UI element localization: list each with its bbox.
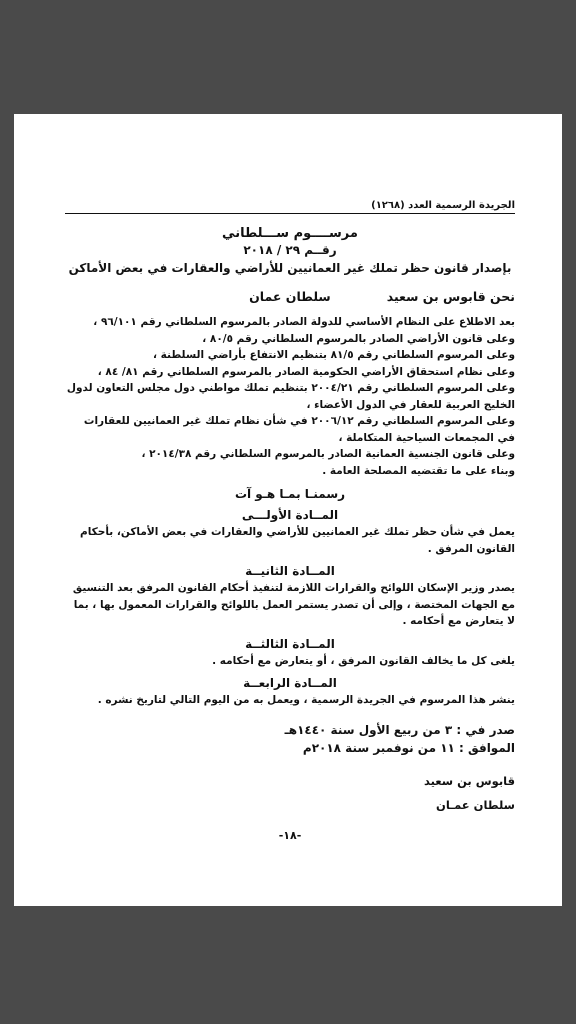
signature-block [65, 769, 515, 817]
sultan-title: سلطان عمان [249, 289, 331, 304]
decree-subject: بإصدار قانون حظر تملك غير العمانيين للأراضي والعقارات في بعض الأماكن [68, 261, 512, 275]
preamble-line: وعلى نظام استحقاق الأراضي الحكومية الصادر بالمرسوم السلطاني رقم ٨١/ ٨٤ ، [97, 365, 515, 378]
page-number: -١٨- [278, 828, 302, 842]
article-text: يلغى كل ما يخالف القانون المرفق ، أو يتعارض مع أحكامه . [212, 654, 515, 667]
preamble-line: وعلى المرسوم السلطاني رقم ٢٠٠٤/٢١ بتنظيم تملك مواطني دول مجلس التعاون لدول الخليج العربية للعقار في الدول الأعضاء ، [66, 382, 515, 411]
gazette-header [65, 200, 515, 214]
preamble-line: وعلى قانون الجنسية العمانية الصادر بالمرسوم السلطاني رقم ٢٠١٤/٣٨ ، [141, 448, 515, 460]
article-text: يعمل في شأن حظر تملك غير العمانيين للأراضي والعقارات في بعض الأماكن، بأحكام القانون المرفق . [80, 526, 515, 555]
preamble [65, 314, 515, 479]
article-text: ينشر هذا المرسوم في الجريدة الرسمية ، ويعمل به من اليوم التالي لتاريخ نشره . [97, 694, 515, 706]
article-title: المــادة الأولـــى [241, 508, 339, 522]
decree-document [65, 200, 515, 842]
preamble-line: وعلى المرسوم السلطاني رقم ٨١/٥ بتنظيم الانتفاع بأراضي السلطنة ، [153, 349, 515, 361]
preamble-line: وعلى قانون الأراضي الصادر بالمرسوم السلطاني رقم ٨٠/٥ ، [202, 332, 515, 345]
article-title: المــادة الثانيــة [245, 564, 335, 578]
article-title: المــادة الثالثــة [245, 636, 335, 651]
decree-number: رقــم ٢٩ / ٢٠١٨ [243, 243, 337, 257]
preamble-line: بعد الاطلاع على النظام الأساسي للدولة الصادر بالمرسوم السلطاني رقم ٩٦/١٠١ ، [93, 316, 515, 328]
article-title: المــادة الرابعــة [243, 676, 337, 690]
signature-title: سلطان عمـان [436, 797, 515, 812]
gregorian-date: الموافق : ١١ من نوفمبر سنة ٢٠١٨م [302, 740, 515, 755]
article-body [65, 580, 515, 630]
signature-name: قابوس بن سعيد [423, 773, 515, 788]
decree-title: مرســــوم ســـلطاني [222, 226, 358, 241]
article-body [65, 692, 515, 709]
gazette-issue: الجريدة الرسمية العدد (١٢٦٨) [371, 200, 515, 211]
preamble-line: وعلى المرسوم السلطاني رقم ٢٠٠٦/١٢ في شأن نظام تملك غير العمانيين للعقارات في المجمعات السياحية المتكاملة ، [83, 415, 515, 444]
article-body [65, 524, 515, 557]
article-body [65, 653, 515, 670]
sultan-name: نحن قابوس بن سعيد [386, 289, 515, 304]
article-text: يصدر وزير الإسكان اللوائح والقرارات اللازمة لتنفيذ أحكام القانون المرفق بعد التنسيق مع الجهات المختصة ، وإلى أن تصدر يستمر العمل باللوائح والقرارات المعمول بها ، بما لا يتعارض مع أحكامه . [72, 582, 515, 627]
issue-date [65, 721, 515, 757]
decreed-heading: رسمنـا بمـا هـو آت [234, 487, 346, 501]
hijri-date: صدر في : ٣ من ربيع الأول سنة ١٤٤٠هـ [284, 722, 515, 737]
preamble-line: وبناء على ما تقتضيه المصلحة العامة . [322, 464, 515, 477]
sultan-line [65, 289, 515, 304]
